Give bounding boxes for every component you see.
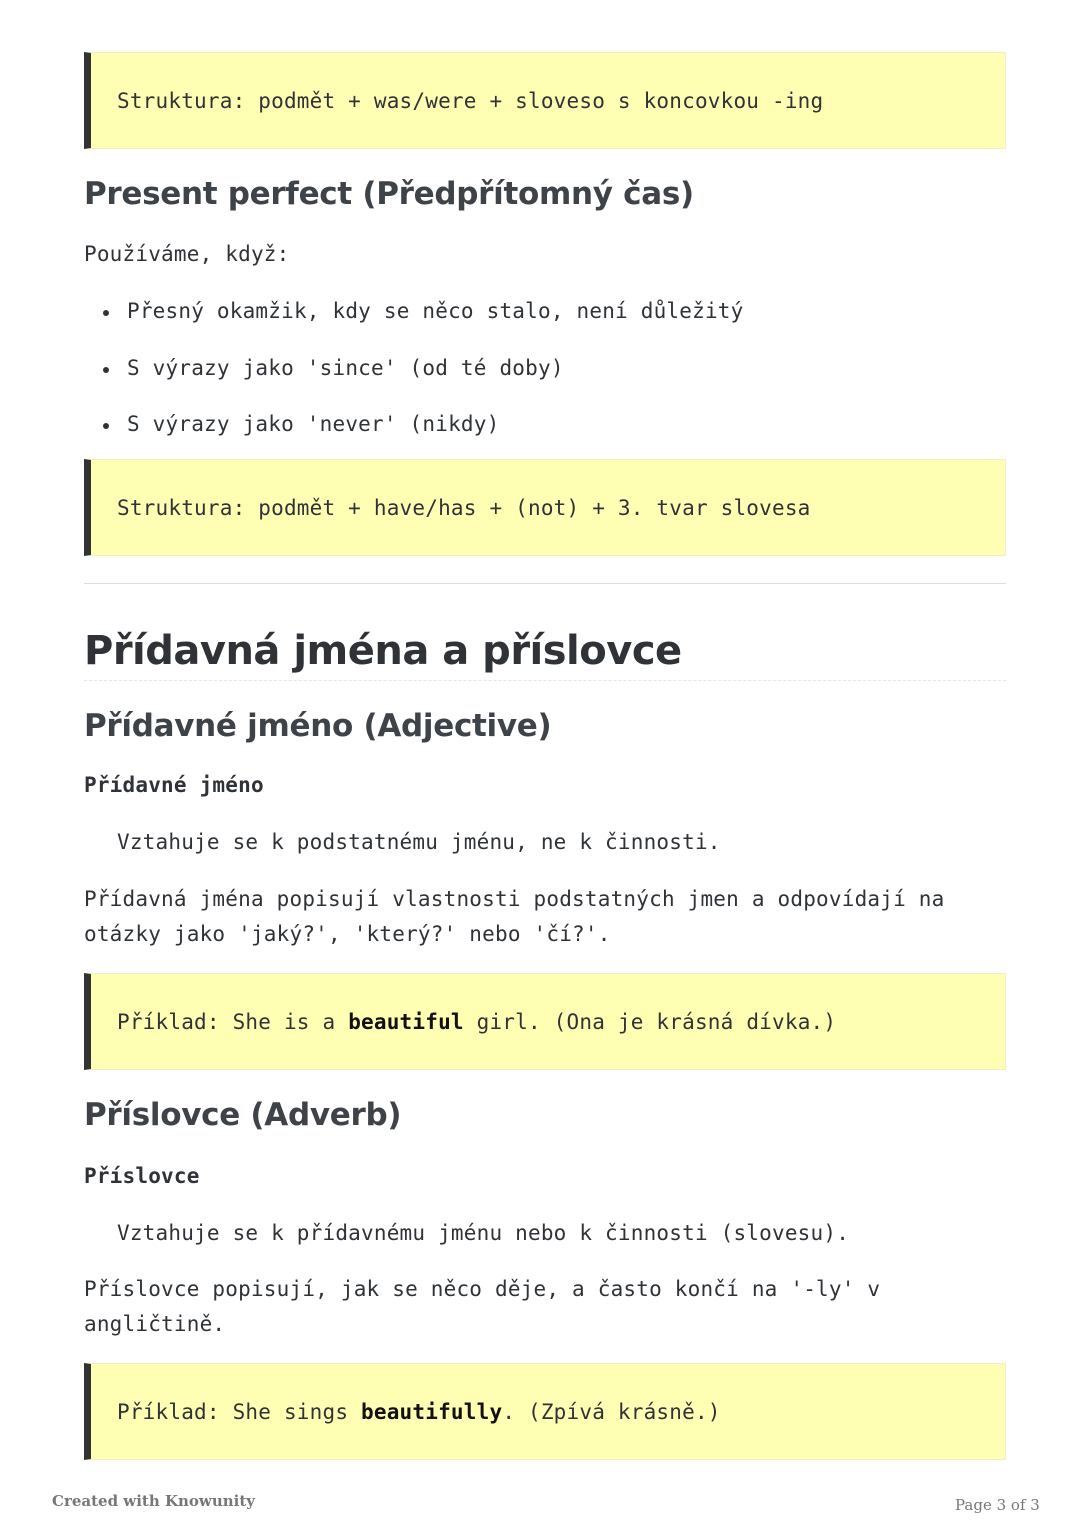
list-item-text: Přesný okamžik, kdy se něco stalo, není důležitý	[127, 299, 744, 323]
example-suffix: . (Zpívá krásně.)	[502, 1399, 721, 1424]
adverb-description: Příslovce popisují, jak se něco děje, a často končí na '-ly' v angličtině.	[84, 1277, 881, 1336]
adverb-definition: Vztahuje se k přídavnému jménu nebo k činnosti (slovesu).	[117, 1221, 850, 1245]
list-item-text: S výrazy jako 'since' (od té doby)	[127, 356, 564, 380]
example-callout-adverb	[84, 1363, 1006, 1460]
callout-text	[117, 1010, 836, 1034]
example-prefix: Příklad: She sings	[117, 1399, 362, 1424]
heading-adverb: Příslovce (Adverb)	[84, 1097, 402, 1133]
bullet-icon	[103, 367, 109, 373]
example-suffix: girl. (Ona je krásná dívka.)	[463, 1009, 837, 1034]
footer-page-number: Page 3 of 3	[955, 1496, 1040, 1514]
list-item-text: S výrazy jako 'never' (nikdy)	[127, 412, 500, 436]
adjective-label: Přídavné jméno	[84, 773, 264, 797]
callout-text	[117, 1400, 721, 1424]
footer-created-with: Created with Knowunity	[52, 1492, 255, 1510]
heading-adjectives-adverbs: Přídavná jména a příslovce	[84, 628, 682, 674]
present-perfect-intro: Používáme, když:	[84, 242, 290, 266]
structure-callout-present-perfect	[84, 459, 1006, 556]
bullet-icon	[103, 310, 109, 316]
section-divider	[84, 583, 1006, 584]
heading-present-perfect: Present perfect (Předpřítomný čas)	[84, 176, 694, 212]
heading-adjective: Přídavné jméno (Adjective)	[84, 708, 552, 744]
bullet-icon	[103, 423, 109, 429]
adverb-label: Příslovce	[84, 1164, 200, 1188]
example-callout-adjective	[84, 973, 1006, 1070]
callout-text: Struktura: podmět + was/were + sloveso s koncovkou -ing	[117, 88, 824, 113]
heading-underline	[84, 680, 1006, 681]
example-keyword: beautifully	[361, 1399, 503, 1424]
adjective-definition: Vztahuje se k podstatnému jménu, ne k činnosti.	[117, 830, 721, 854]
example-prefix: Příklad: She is a	[117, 1009, 349, 1034]
adjective-description: Přídavná jména popisují vlastnosti podstatných jmen a odpovídají na otázky jako 'jaký?', 'který?' nebo 'čí?'.	[84, 887, 945, 946]
callout-text: Struktura: podmět + have/has + (not) + 3. tvar slovesa	[117, 495, 811, 520]
structure-callout-past-continuous	[84, 52, 1006, 149]
example-keyword: beautiful	[348, 1009, 464, 1034]
